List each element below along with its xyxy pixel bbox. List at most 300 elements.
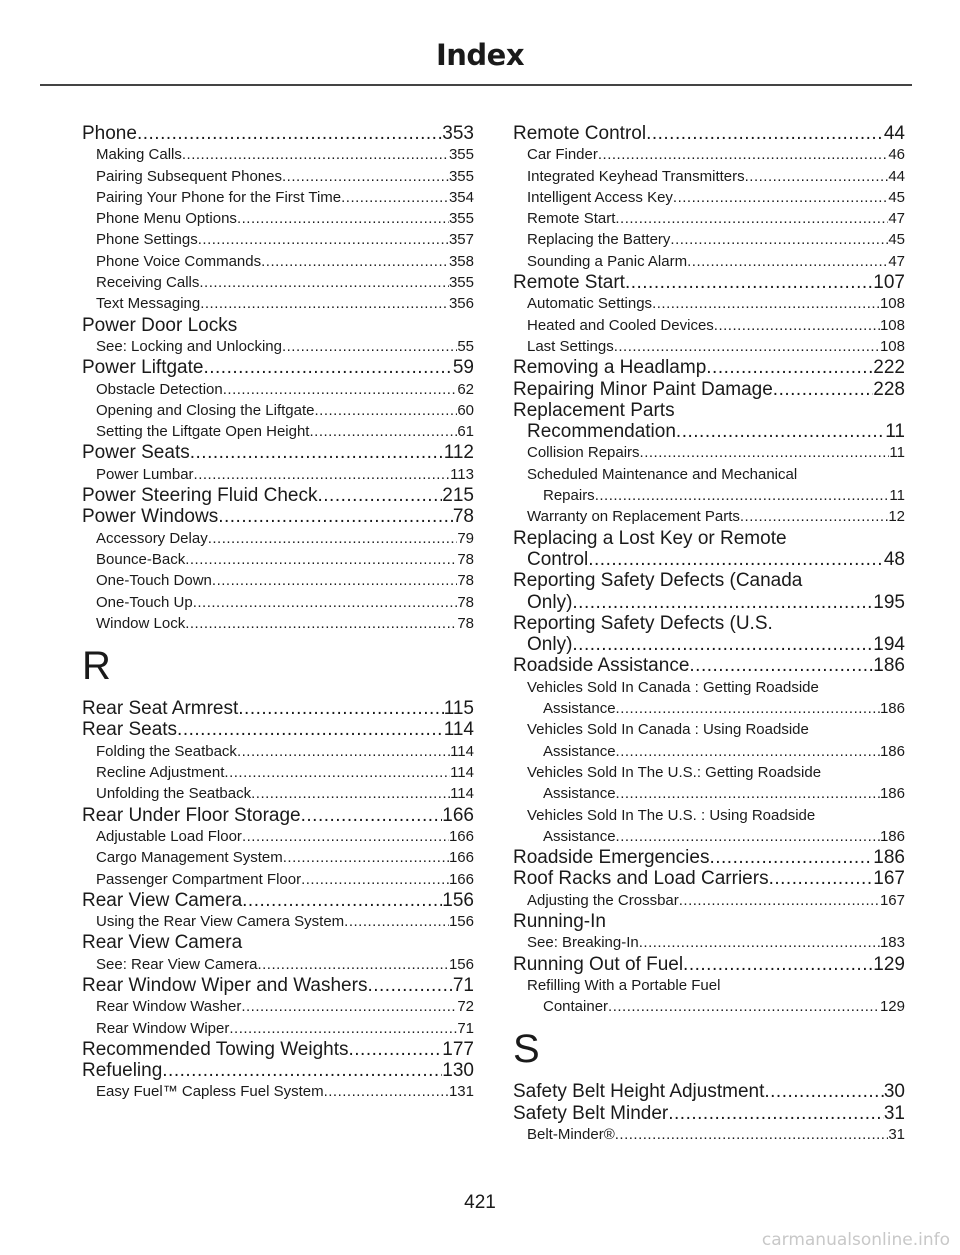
dot-leader (349, 1039, 443, 1060)
dot-leader (646, 123, 884, 144)
dot-leader (193, 592, 458, 613)
page-ref: 131 (448, 1083, 474, 1101)
dot-leader (203, 357, 452, 378)
entry-text: Window Lock (96, 614, 186, 632)
page-ref: 45 (888, 231, 905, 249)
page-ref: 194 (873, 634, 905, 656)
page-ref: 186 (879, 700, 905, 718)
index-entry (513, 655, 905, 676)
page-ref: 11 (889, 444, 905, 462)
dot-leader (208, 528, 458, 549)
index-entry (513, 1081, 905, 1102)
page-ref: 177 (442, 1038, 474, 1060)
index-entry (82, 1060, 474, 1081)
dot-leader (241, 996, 457, 1017)
entry-text: Power Door Locks (82, 314, 238, 336)
page-ref: 78 (457, 593, 474, 611)
entry-text: Using the Rear View Camera System (96, 913, 345, 931)
entry-text: Running Out of Fuel (513, 953, 684, 975)
entry-text: Vehicles Sold In The U.S.: Getting Roadside (527, 763, 822, 781)
index-subentry (82, 421, 474, 442)
page-ref: 108 (879, 295, 905, 313)
dot-leader (137, 123, 442, 144)
entry-text: Rear Under Floor Storage (82, 804, 301, 826)
index-entry (82, 442, 474, 463)
page-ref: 11 (889, 487, 905, 505)
dot-leader (212, 570, 457, 591)
section-letter: R (82, 644, 111, 689)
dot-leader (714, 315, 880, 336)
index-subentry (513, 890, 905, 911)
index-subentry (82, 847, 474, 868)
page-ref: 47 (888, 210, 905, 228)
dot-leader (615, 1124, 889, 1145)
page-ref: 114 (450, 764, 474, 782)
dot-leader (282, 336, 457, 357)
index-subentry (82, 272, 474, 293)
index-entry (513, 1103, 905, 1124)
dot-leader (689, 655, 873, 676)
index-subentry (513, 166, 905, 187)
index-subentry (82, 613, 474, 634)
entry-text: Rear Window Wiper and Washers (82, 974, 368, 996)
page-ref: 186 (873, 655, 905, 677)
dot-leader (673, 187, 888, 208)
entry-text: Belt-Minder® (527, 1126, 615, 1144)
entry-text: Power Liftgate (82, 357, 204, 379)
entry-text: Rear Window Washer (96, 998, 242, 1016)
entry-continuation (513, 634, 905, 655)
page-ref: 355 (448, 210, 474, 228)
dot-leader (182, 144, 449, 165)
entry-continuation (513, 485, 905, 506)
dot-leader (198, 229, 449, 250)
dot-leader (614, 336, 880, 357)
entry-text: Roadside Emergencies (513, 847, 710, 869)
page-ref: 71 (452, 974, 474, 996)
entry-text: Easy Fuel™ Capless Fuel System (96, 1083, 324, 1101)
index-subentry (82, 783, 474, 804)
index-entry (513, 954, 905, 975)
index-subentry (82, 762, 474, 783)
index-subentry (513, 315, 905, 336)
dot-leader (242, 826, 449, 847)
entry-text: Phone Voice Commands (96, 252, 262, 270)
page-ref: 354 (448, 188, 474, 206)
page-ref: 71 (457, 1019, 474, 1037)
page-ref: 222 (873, 357, 905, 379)
page-ref: 79 (457, 529, 474, 547)
entry-text-continued: Only) (527, 634, 573, 656)
dot-leader (616, 741, 880, 762)
entry-text: Pairing Your Phone for the First Time (96, 188, 342, 206)
index-entry (513, 613, 905, 634)
dot-leader (367, 975, 452, 996)
index-subentry (82, 869, 474, 890)
index-entry (513, 123, 905, 144)
index-subentry (513, 293, 905, 314)
dot-leader (315, 400, 458, 421)
dot-leader (185, 549, 457, 570)
entry-text: Safety Belt Minder (513, 1102, 669, 1124)
page-ref: 186 (879, 742, 905, 760)
dot-leader (301, 805, 443, 826)
dot-leader (652, 293, 880, 314)
entry-text: Setting the Liftgate Open Height (96, 423, 310, 441)
page-ref: 353 (442, 123, 474, 144)
page-ref: 130 (442, 1060, 474, 1082)
dot-leader (218, 506, 453, 527)
entry-continuation (513, 996, 905, 1017)
dot-leader (687, 251, 888, 272)
entry-text: Pairing Subsequent Phones (96, 167, 282, 185)
index-entry (513, 379, 905, 400)
index-entry (513, 400, 905, 421)
page-ref: 12 (888, 508, 905, 526)
page-ref: 55 (457, 337, 474, 355)
index-subentry (513, 975, 905, 996)
index-entry (82, 719, 474, 740)
entry-text: Vehicles Sold In Canada : Using Roadside (527, 721, 809, 739)
page-ref: 44 (883, 123, 905, 144)
dot-leader (229, 1018, 457, 1039)
page-ref: 114 (450, 785, 474, 803)
index-subentry (82, 208, 474, 229)
entry-text-continued: Only) (527, 591, 573, 613)
index-subentry (82, 826, 474, 847)
index-subentry (513, 932, 905, 953)
index-subentry (513, 1124, 905, 1145)
index-subentry (513, 762, 905, 783)
dot-leader (709, 847, 873, 868)
dot-leader (683, 954, 873, 975)
dot-leader (162, 1060, 442, 1081)
index-column-right (513, 123, 905, 1145)
entry-text: Vehicles Sold In Canada : Getting Roadside (527, 678, 819, 696)
page-ref: 60 (457, 401, 474, 419)
entry-text: Rear Window Wiper (96, 1019, 230, 1037)
entry-text: Unfolding the Seatback (96, 785, 252, 803)
index-subentry (513, 144, 905, 165)
index-subentry (82, 592, 474, 613)
page-ref: 166 (448, 870, 474, 888)
dot-leader (608, 996, 880, 1017)
entry-text: Rear View Camera (82, 932, 243, 954)
entry-text: See: Breaking-In (527, 934, 639, 952)
entry-text: Car Finder (527, 146, 598, 164)
entry-text: Heated and Cooled Devices (527, 316, 714, 334)
page-ref: 355 (448, 146, 474, 164)
page-ref: 156 (448, 913, 474, 931)
entry-text: Remote Start (527, 210, 616, 228)
dot-leader (237, 741, 450, 762)
entry-text: Recommended Towing Weights (82, 1038, 349, 1060)
index-column-left (82, 123, 474, 1103)
index-entry (82, 1039, 474, 1060)
index-entry (82, 506, 474, 527)
dot-leader (257, 954, 449, 975)
entry-text: Passenger Compartment Floor (96, 870, 302, 888)
index-subentry (513, 677, 905, 698)
index-entry (513, 570, 905, 591)
index-subentry (82, 187, 474, 208)
entry-text: Obstacle Detection (96, 380, 223, 398)
index-subentry (82, 1081, 474, 1102)
index-subentry (82, 1018, 474, 1039)
index-entry (82, 123, 474, 144)
index-subentry (513, 719, 905, 740)
index-subentry (513, 251, 905, 272)
entry-text-continued: Assistance (543, 700, 616, 718)
entry-text: Sounding a Panic Alarm (527, 252, 688, 270)
dot-leader (238, 698, 443, 719)
index-subentry (82, 549, 474, 570)
index-subentry (513, 187, 905, 208)
dot-leader (639, 932, 880, 953)
entry-text: Replacement Parts (513, 399, 675, 421)
dot-leader (200, 293, 449, 314)
entry-text: See: Locking and Unlocking (96, 337, 282, 355)
entry-text: Automatic Settings (527, 295, 653, 313)
index-subentry (82, 996, 474, 1017)
dot-leader (237, 208, 449, 229)
section-letter: S (513, 1027, 540, 1072)
page-ref: 107 (873, 272, 905, 294)
dot-leader (242, 890, 442, 911)
index-subentry (513, 442, 905, 463)
dot-leader (572, 634, 873, 655)
dot-leader (324, 1081, 449, 1102)
page-ref: 78 (457, 614, 474, 632)
index-subentry (513, 506, 905, 527)
page-ref: 186 (873, 847, 905, 869)
entry-text: Scheduled Maintenance and Mechanical (527, 465, 798, 483)
index-subentry (82, 144, 474, 165)
index-subentry (513, 805, 905, 826)
page-title: Index (435, 38, 525, 72)
dot-leader (679, 890, 880, 911)
entry-text: Rear View Camera (82, 889, 243, 911)
entry-text: One-Touch Down (96, 572, 212, 590)
page-ref: 72 (457, 998, 474, 1016)
index-subentry (82, 166, 474, 187)
entry-text-continued: Repairs (543, 487, 595, 505)
page-ref: 186 (879, 827, 905, 845)
page-ref: 46 (888, 146, 905, 164)
index-subentry (82, 954, 474, 975)
dot-leader (588, 549, 884, 570)
dot-leader (616, 826, 880, 847)
dot-leader (640, 442, 890, 463)
entry-text-continued: Control (527, 548, 589, 570)
page-ref: 156 (442, 889, 474, 911)
page-ref: 78 (457, 550, 474, 568)
page-ref: 115 (443, 698, 474, 720)
index-entry (513, 272, 905, 293)
entry-text: One-Touch Up (96, 593, 193, 611)
entry-text: Folding the Seatback (96, 742, 237, 760)
page-ref: 186 (879, 785, 905, 803)
entry-continuation (513, 826, 905, 847)
index-subentry (513, 229, 905, 250)
index-subentry (82, 464, 474, 485)
entry-text: Phone (82, 123, 137, 144)
entry-text: Replacing the Battery (527, 231, 671, 249)
page-ref: 215 (442, 485, 474, 507)
entry-continuation (513, 741, 905, 762)
dot-leader (301, 869, 449, 890)
index-entry (513, 847, 905, 868)
dot-leader (764, 1081, 883, 1102)
index-subentry (513, 208, 905, 229)
entry-text-continued: Container (543, 998, 609, 1016)
dot-leader (341, 187, 449, 208)
entry-text: Rear Seats (82, 719, 178, 741)
page-ref: 47 (888, 252, 905, 270)
page-ref: 114 (450, 742, 474, 760)
page-ref: 358 (448, 252, 474, 270)
index-subentry (82, 229, 474, 250)
page-ref: 156 (448, 955, 474, 973)
index-entry (82, 485, 474, 506)
entry-text: Power Windows (82, 506, 219, 528)
dot-leader (223, 379, 458, 400)
entry-continuation (513, 549, 905, 570)
entry-text: Safety Belt Height Adjustment (513, 1081, 765, 1103)
entry-text: Running-In (513, 910, 606, 932)
index-entry (513, 357, 905, 378)
entry-text: Accessory Delay (96, 529, 208, 547)
dot-leader (595, 485, 890, 506)
page-ref: 355 (448, 274, 474, 292)
dot-leader (745, 166, 889, 187)
index-subentry (82, 336, 474, 357)
entry-text: Text Messaging (96, 295, 201, 313)
entry-text: Refueling (82, 1060, 163, 1082)
entry-text: Warranty on Replacement Parts (527, 508, 740, 526)
entry-text: Bounce-Back (96, 550, 186, 568)
page-ref: 48 (883, 548, 905, 570)
page-ref: 11 (885, 421, 905, 443)
entry-text: Recline Adjustment (96, 764, 225, 782)
dot-leader (670, 229, 888, 250)
dot-leader (199, 272, 449, 293)
dot-leader (318, 485, 443, 506)
entry-continuation (513, 698, 905, 719)
entry-text: Vehicles Sold In The U.S. : Using Roadside (527, 806, 816, 824)
index-subentry (82, 528, 474, 549)
dot-leader (261, 251, 449, 272)
watermark: carmanualsonline.info (761, 1230, 950, 1250)
index-subentry (513, 464, 905, 485)
dot-leader (769, 868, 874, 889)
page-ref: 108 (879, 316, 905, 334)
page-ref: 31 (883, 1102, 905, 1124)
page-ref: 183 (879, 934, 905, 952)
page-ref: 129 (873, 953, 905, 975)
page-ref: 108 (879, 337, 905, 355)
dot-leader (251, 783, 450, 804)
dot-leader (309, 421, 457, 442)
entry-text: Phone Menu Options (96, 210, 237, 228)
entry-continuation (513, 421, 905, 442)
index-entry (513, 528, 905, 549)
entry-text: Removing a Headlamp (513, 357, 707, 379)
index-subentry (513, 336, 905, 357)
entry-text: Replacing a Lost Key or Remote (513, 527, 787, 549)
page-ref: 44 (888, 167, 905, 185)
entry-text: Power Seats (82, 442, 190, 464)
dot-leader (282, 166, 449, 187)
index-entry (82, 975, 474, 996)
entry-text: Remote Start (513, 272, 625, 294)
entry-text: Repairing Minor Paint Damage (513, 378, 773, 400)
entry-text: Collision Repairs (527, 444, 640, 462)
dot-leader (344, 911, 449, 932)
entry-text: See: Rear View Camera (96, 955, 258, 973)
index-subentry (82, 911, 474, 932)
page-ref: 62 (457, 380, 474, 398)
entry-continuation (513, 783, 905, 804)
index-entry (82, 890, 474, 911)
entry-text: Receiving Calls (96, 274, 200, 292)
page-ref: 166 (442, 804, 474, 826)
dot-leader (740, 506, 888, 527)
entry-text: Reporting Safety Defects (U.S. (513, 612, 773, 634)
index-subentry (82, 741, 474, 762)
page-ref: 45 (888, 188, 905, 206)
dot-leader (616, 783, 880, 804)
dot-leader (177, 719, 444, 740)
page-ref: 228 (873, 378, 905, 400)
page-ref: 78 (452, 506, 474, 528)
entry-text-continued: Assistance (543, 785, 616, 803)
entry-text: Remote Control (513, 123, 647, 144)
dot-leader (668, 1103, 884, 1124)
entry-text: Integrated Keyhead Transmitters (527, 167, 745, 185)
entry-text: Adjustable Load Floor (96, 827, 242, 845)
entry-text: Power Steering Fluid Check (82, 485, 318, 507)
index-subentry (82, 400, 474, 421)
index-subentry (82, 251, 474, 272)
page-ref: 167 (873, 868, 905, 890)
entry-continuation (513, 592, 905, 613)
dot-leader (615, 208, 888, 229)
dot-leader (706, 357, 873, 378)
entry-text: Rear Seat Armrest (82, 698, 239, 720)
index-subentry (82, 570, 474, 591)
index-entry (82, 315, 474, 336)
entry-text: Refilling With a Portable Fuel (527, 976, 721, 994)
entry-text: Making Calls (96, 146, 182, 164)
page-ref: 59 (452, 357, 474, 379)
header-rule (40, 84, 912, 86)
entry-text: Last Settings (527, 337, 614, 355)
page-ref: 31 (888, 1126, 905, 1144)
page-ref: 166 (448, 849, 474, 867)
page-ref: 166 (448, 827, 474, 845)
entry-text-continued: Assistance (543, 742, 616, 760)
dot-leader (190, 442, 444, 463)
index-entry (82, 805, 474, 826)
page-ref: 356 (448, 295, 474, 313)
dot-leader (224, 762, 450, 783)
dot-leader (616, 698, 880, 719)
page-ref: 78 (457, 572, 474, 590)
entry-text: Power Lumbar (96, 465, 194, 483)
dot-leader (676, 421, 885, 442)
dot-leader (283, 847, 449, 868)
